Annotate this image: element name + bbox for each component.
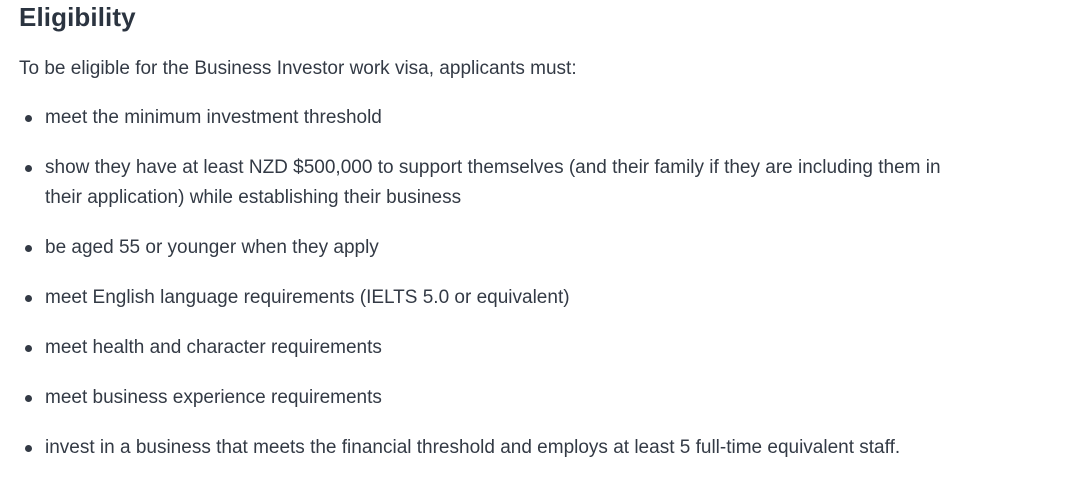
requirement-text: meet business experience requirements bbox=[45, 387, 382, 408]
requirement-text: invest in a business that meets the financial threshold and employs at least 5 full-time equivalent staff. bbox=[45, 437, 901, 458]
bullet-icon bbox=[25, 295, 32, 302]
requirements-list bbox=[19, 103, 979, 463]
list-item bbox=[19, 433, 979, 463]
list-item bbox=[19, 103, 979, 133]
requirement-text: show they have at least NZD $500,000 to support themselves (and their family if they are including them in their application) while establishing their business bbox=[45, 157, 941, 208]
requirement-text: be aged 55 or younger when they apply bbox=[45, 237, 379, 258]
requirement-text: meet the minimum investment threshold bbox=[45, 107, 382, 128]
requirement-text: meet health and character requirements bbox=[45, 337, 382, 358]
bullet-icon bbox=[25, 165, 32, 172]
list-item bbox=[19, 383, 979, 413]
list-item bbox=[19, 283, 979, 313]
intro-text: To be eligible for the Business Investor work visa, applicants must: bbox=[19, 58, 577, 79]
list-item bbox=[19, 233, 979, 263]
bullet-icon bbox=[25, 115, 32, 122]
bullet-icon bbox=[25, 445, 32, 452]
section-title: Eligibility bbox=[19, 2, 136, 32]
requirement-text: meet English language requirements (IELTS 5.0 or equivalent) bbox=[45, 287, 570, 308]
list-item bbox=[19, 153, 979, 213]
bullet-icon bbox=[25, 395, 32, 402]
list-item bbox=[19, 333, 979, 363]
bullet-icon bbox=[25, 345, 32, 352]
bullet-icon bbox=[25, 245, 32, 252]
